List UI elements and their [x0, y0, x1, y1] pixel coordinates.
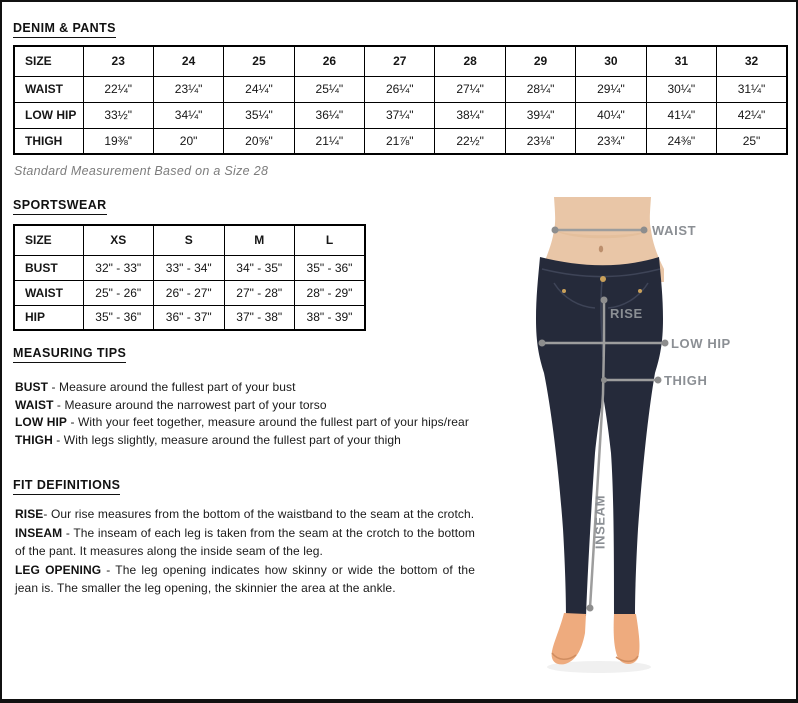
tip-lowhip	[15, 414, 469, 432]
table-cell: HIP	[14, 305, 83, 330]
denim-waist-row	[14, 76, 787, 102]
table-cell: 39¼"	[505, 102, 575, 128]
navel	[599, 246, 603, 253]
table-cell: 34" - 35"	[224, 255, 295, 280]
sportswear-title-text: SPORTSWEAR	[13, 198, 107, 215]
table-cell: 31	[646, 46, 716, 76]
table-cell: 35" - 36"	[295, 255, 366, 280]
table-cell: 32" - 33"	[83, 255, 154, 280]
table-cell: 28" - 29"	[295, 280, 366, 305]
measuring-tips-title	[13, 346, 126, 363]
table-cell: 28¼"	[505, 76, 575, 102]
table-cell: 21⅞"	[365, 128, 435, 154]
table-cell: 33½"	[83, 102, 153, 128]
table-cell: 31¼"	[717, 76, 787, 102]
table-cell: 27" - 28"	[224, 280, 295, 305]
table-cell: 23⅛"	[505, 128, 575, 154]
table-cell: 25	[224, 46, 294, 76]
low-hip-label: LOW HIP	[671, 336, 731, 351]
sportswear-title	[13, 198, 107, 215]
table-cell: BUST	[14, 255, 83, 280]
sportswear-waist-row	[14, 280, 365, 305]
table-cell: 23	[83, 46, 153, 76]
table-cell: WAIST	[14, 280, 83, 305]
table-cell: 37¼"	[365, 102, 435, 128]
rise-label: RISE	[610, 306, 643, 321]
tip-term: BUST	[15, 380, 49, 394]
table-cell: L	[295, 225, 366, 255]
fit-guide-figure	[502, 197, 798, 682]
table-cell: 30¼"	[646, 76, 716, 102]
denim-pants-title-text: DENIM & PANTS	[13, 21, 116, 38]
table-cell: 25" - 26"	[83, 280, 154, 305]
table-cell: 40¼"	[576, 102, 646, 128]
table-cell: 25¼"	[294, 76, 364, 102]
table-cell: 22½"	[435, 128, 505, 154]
jeans-button	[600, 276, 606, 282]
thigh-label: THIGH	[664, 373, 708, 388]
def-leg-opening	[15, 561, 475, 598]
table-cell: 29	[505, 46, 575, 76]
def-text: - The leg opening indicates how skinny or wide the bottom of the jean is. The smaller the leg opening, the skinnier the area at the ankle.	[15, 562, 475, 595]
def-term: RISE	[15, 507, 44, 521]
table-cell: 19⅜"	[83, 128, 153, 154]
table-cell: 35¼"	[224, 102, 294, 128]
def-term: INSEAM	[15, 525, 63, 540]
table-cell: 26" - 27"	[154, 280, 225, 305]
table-cell: 33" - 34"	[154, 255, 225, 280]
table-cell: 20⅝"	[224, 128, 294, 154]
denim-pants-table	[13, 45, 788, 155]
table-cell: S	[154, 225, 225, 255]
table-cell: 34¼"	[153, 102, 223, 128]
table-cell: 27¼"	[435, 76, 505, 102]
table-cell: 38¼"	[435, 102, 505, 128]
jeans-rivet	[562, 289, 566, 293]
fit-definitions-title	[13, 478, 120, 495]
table-cell: 32	[717, 46, 787, 76]
tip-term: THIGH	[15, 432, 53, 447]
tip-text: - Measure around the narrowest part of your torso	[53, 397, 327, 412]
measuring-tips-list	[15, 379, 469, 449]
table-cell: M	[224, 225, 295, 255]
table-cell: 35" - 36"	[83, 305, 154, 330]
table-cell: 24¼"	[224, 76, 294, 102]
table-cell: 41¼"	[646, 102, 716, 128]
def-term: LEG OPENING	[15, 562, 102, 577]
table-cell: 26	[294, 46, 364, 76]
jeans-rivet	[638, 289, 642, 293]
sportswear-bust-row	[14, 255, 365, 280]
table-cell: 37" - 38"	[224, 305, 295, 330]
tip-term: WAIST	[15, 397, 54, 412]
fit-definitions-title-text: FIT DEFINITIONS	[13, 478, 120, 495]
fit-definitions-list	[15, 505, 475, 598]
inseam-label: INSEAM	[592, 494, 608, 550]
table-cell: SIZE	[14, 46, 83, 76]
size-28-footnote: Standard Measurement Based on a Size 28	[14, 164, 269, 178]
def-rise	[15, 505, 475, 524]
sportswear-hip-row	[14, 305, 365, 330]
table-cell: 26¼"	[365, 76, 435, 102]
denim-lowhip-row	[14, 102, 787, 128]
table-cell: 20"	[153, 128, 223, 154]
tip-text: - Measure around the fullest part of your bust	[48, 380, 296, 394]
tip-thigh	[15, 432, 469, 450]
sportswear-table	[13, 224, 366, 331]
table-cell: 25"	[717, 128, 787, 154]
waist-label: WAIST	[652, 223, 697, 238]
table-cell: 42¼"	[717, 102, 787, 128]
table-cell: 22¼"	[83, 76, 153, 102]
table-cell: 30	[576, 46, 646, 76]
table-cell: 38" - 39"	[295, 305, 366, 330]
table-cell: WAIST	[14, 76, 83, 102]
denim-thigh-row	[14, 128, 787, 154]
table-cell: LOW HIP	[14, 102, 83, 128]
table-cell: 28	[435, 46, 505, 76]
table-cell: 29¼"	[576, 76, 646, 102]
table-cell: 23¾"	[576, 128, 646, 154]
table-cell: THIGH	[14, 128, 83, 154]
sportswear-header-row	[14, 225, 365, 255]
model-photo	[502, 197, 798, 682]
table-cell: 36" - 37"	[154, 305, 225, 330]
table-cell: 27	[365, 46, 435, 76]
tip-term: LOW HIP	[15, 415, 68, 429]
table-cell: 36¼"	[294, 102, 364, 128]
denim-header-row	[14, 46, 787, 76]
table-cell: 23¼"	[153, 76, 223, 102]
denim-pants-title	[13, 21, 116, 38]
model-heels	[552, 613, 640, 664]
tip-bust	[15, 379, 469, 397]
table-cell: 21¼"	[294, 128, 364, 154]
table-cell: 24⅜"	[646, 128, 716, 154]
def-text: - Our rise measures from the bottom of the waistband to the seam at the crotch.	[43, 507, 475, 521]
table-cell: SIZE	[14, 225, 83, 255]
tip-waist	[15, 397, 469, 415]
def-inseam	[15, 524, 475, 561]
tip-text: - With your feet together, measure around the fullest part of your hips/rear	[67, 415, 469, 429]
table-cell: XS	[83, 225, 154, 255]
tip-text: - With legs slightly, measure around the fullest part of your thigh	[52, 432, 401, 447]
measuring-tips-title-text: MEASURING TIPS	[13, 346, 126, 363]
def-text: - The inseam of each leg is taken from the seam at the crotch to the bottom of the pant. It measures along the inside seam of the leg.	[15, 525, 475, 558]
table-cell: 24	[153, 46, 223, 76]
